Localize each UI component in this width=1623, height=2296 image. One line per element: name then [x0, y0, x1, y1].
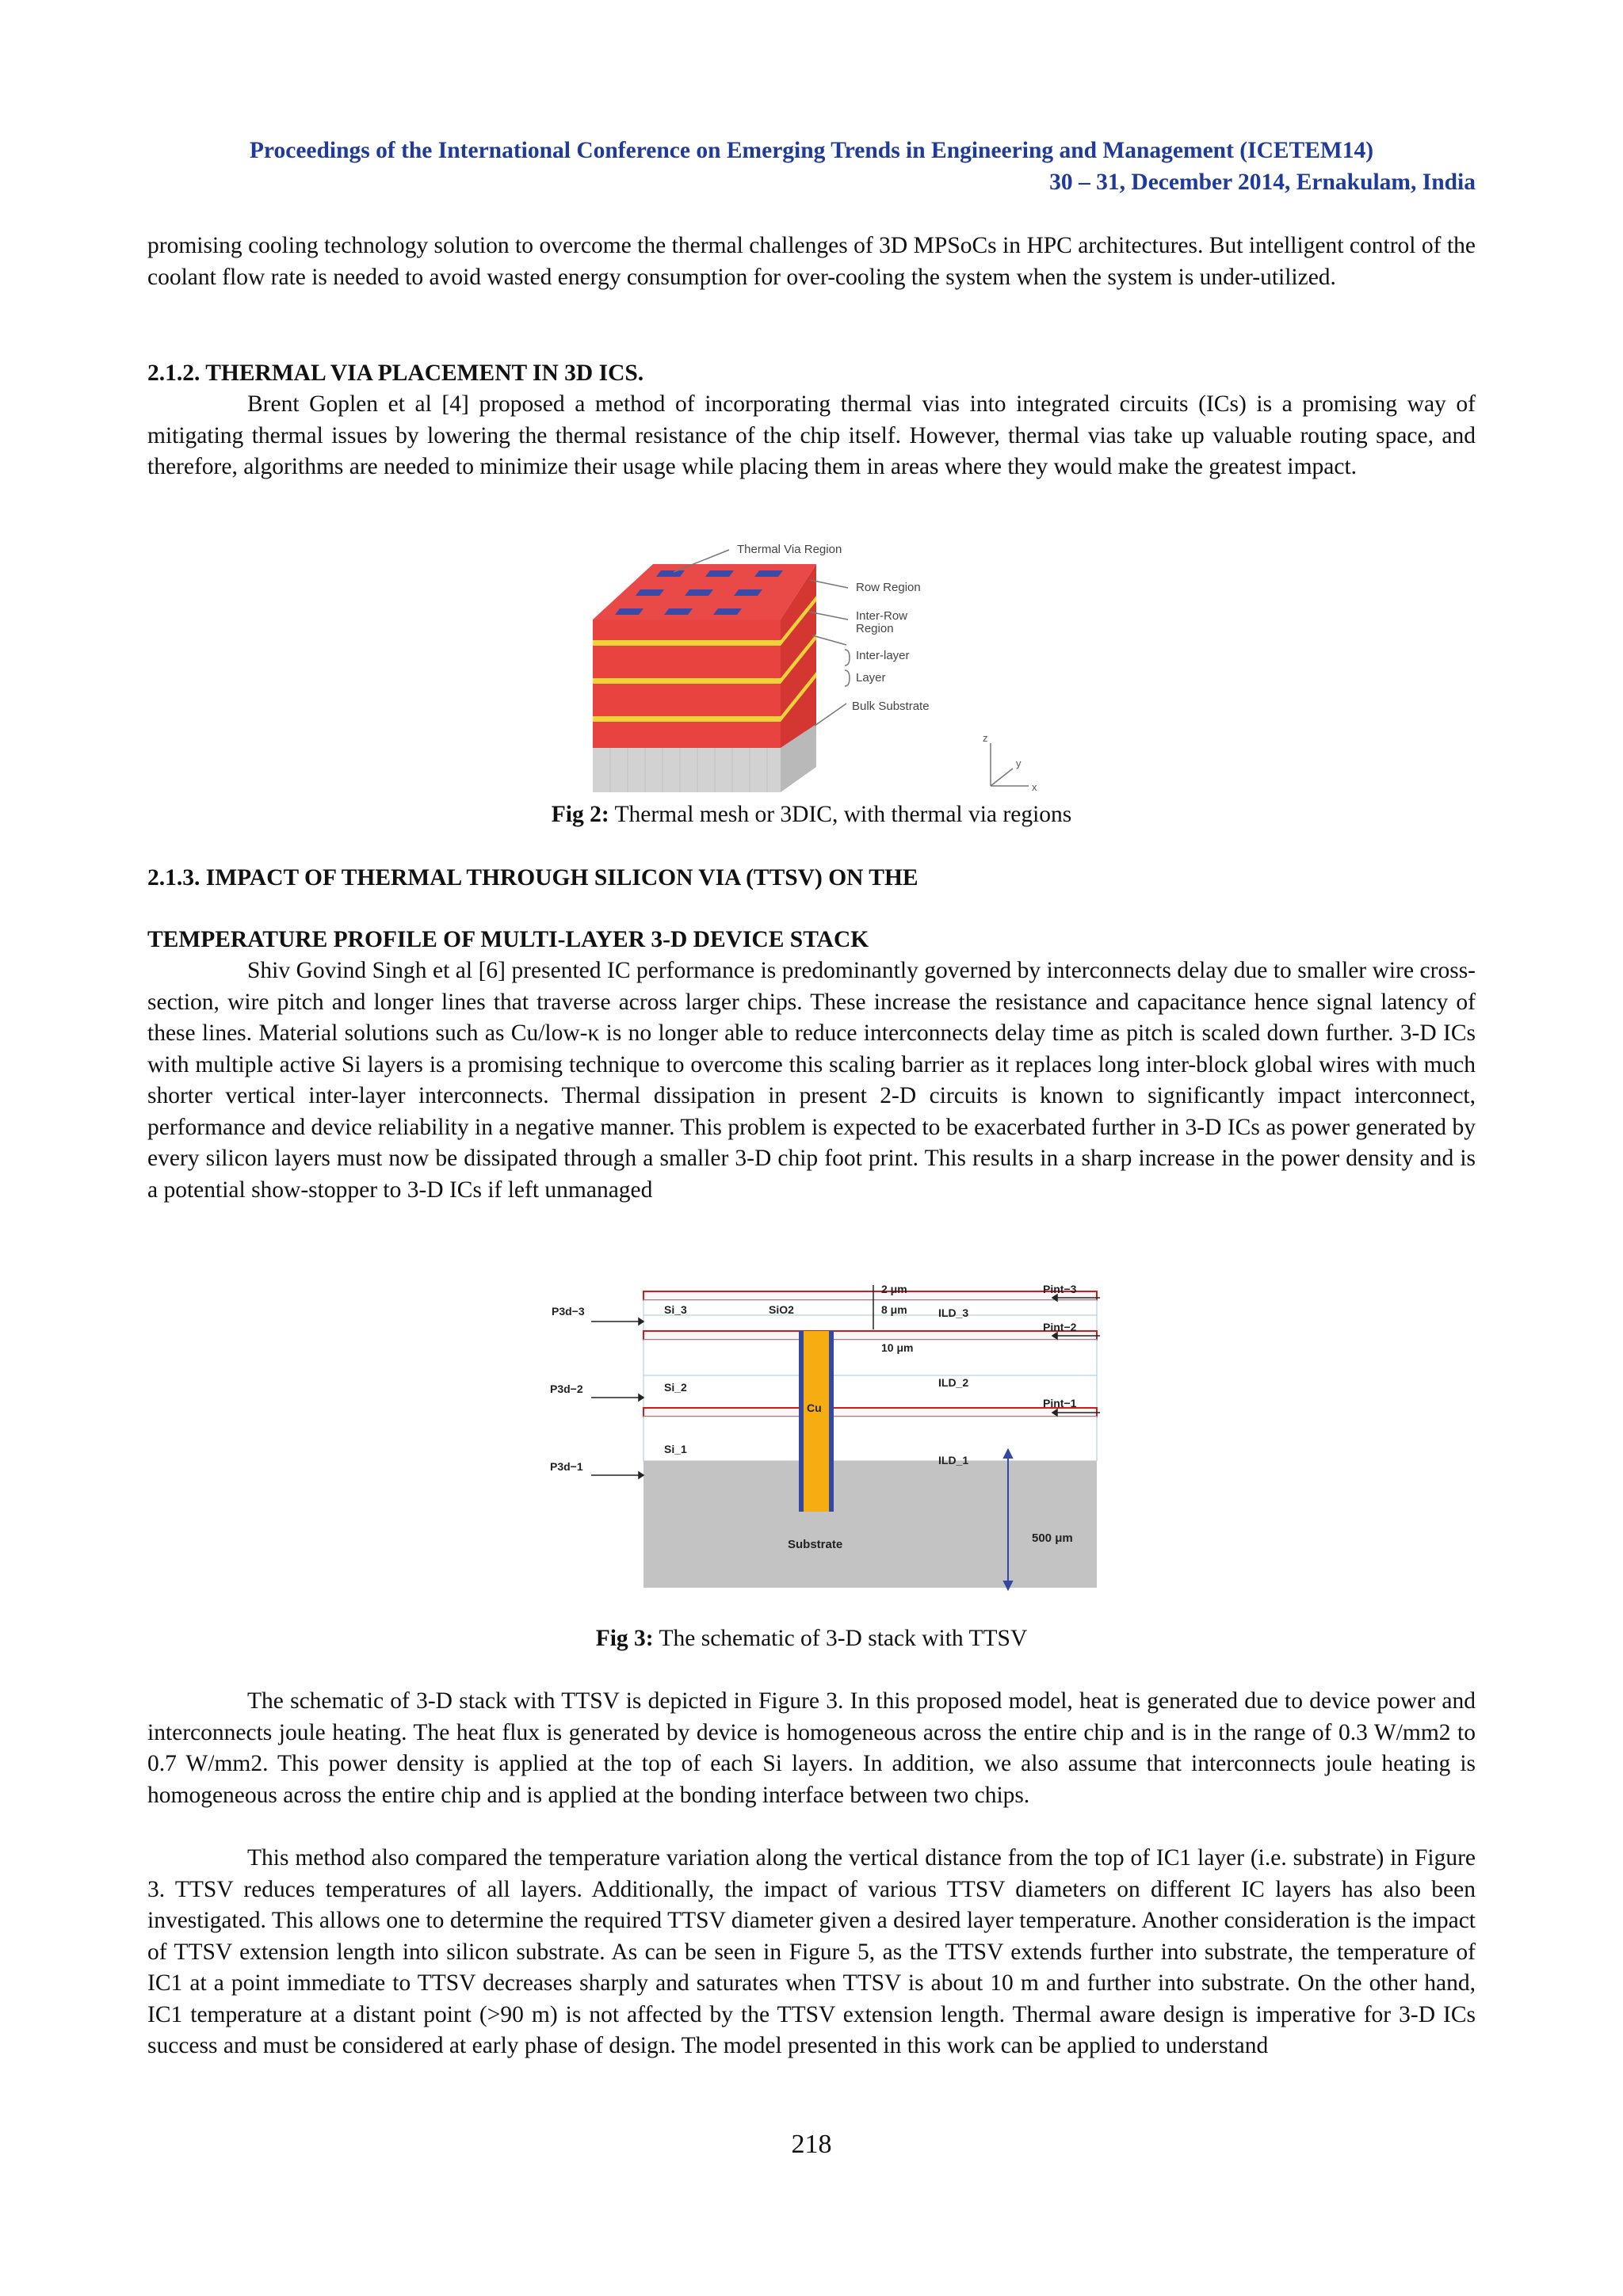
section-2-1-3-heading-line1: 2.1.3. IMPACT OF THERMAL THROUGH SILICON VIA (TTSV) ON THE [147, 865, 918, 891]
ttsv-copper [804, 1331, 829, 1512]
section-2-1-3-heading-line2: TEMPERATURE PROFILE OF MULTI-LAYER 3-D DEVICE STACK [147, 927, 869, 952]
label-ild2: ILD_2 [938, 1376, 969, 1389]
axis-y-label: y [1016, 757, 1022, 769]
label-si3: Si_3 [664, 1303, 687, 1316]
si1-layer [643, 1417, 1097, 1461]
label-pint2: Pint−2 [1043, 1321, 1077, 1333]
label-ild1: ILD_1 [938, 1454, 969, 1466]
substrate-block [643, 1461, 1097, 1588]
page-number: 218 [791, 2130, 832, 2159]
schematic-description-paragraph: The schematic of 3-D stack with TTSV is depicted in Figure 3. In this proposed model, heat is generated due to device power and interconnects joule heating. The heat flux is generated by device is homogeneous across the entire chip and is in the range of 0.3 W/mm2 to 0.7 W/mm2. This power density is applied at the top of each Si layers. In addition, we also assume that interconnects joule heating is homogeneous across the entire chip and is applied at the bonding interface between two chips. [147, 1688, 1476, 1808]
label-inter-row-2: Region [856, 622, 894, 635]
label-p3d1: P3d−1 [550, 1460, 583, 1473]
label-inter-layer: Inter-layer [856, 649, 910, 662]
header-dates: 30 – 31, December 2014, Ernakulam, India [1049, 170, 1476, 195]
label-10um: 10 μm [881, 1341, 914, 1354]
fig3-caption [0, 1623, 1623, 1654]
si2-layer [643, 1340, 1097, 1408]
label-p3d2: P3d−2 [550, 1383, 583, 1395]
label-substrate: Substrate [788, 1538, 843, 1551]
ild3-layer [643, 1291, 1097, 1300]
label-si2: Si_2 [664, 1381, 687, 1394]
label-pint3: Pint−3 [1043, 1283, 1077, 1295]
label-sio2: SiO2 [769, 1303, 794, 1316]
fig3-caption-label: Fig 3: [595, 1626, 654, 1651]
bulk-substrate-front [593, 748, 781, 792]
label-8um: 8 μm [881, 1303, 907, 1316]
fig3-caption-text: The schematic of 3-D stack with TTSV [653, 1626, 1028, 1651]
label-bulk-substrate: Bulk Substrate [852, 700, 930, 713]
label-pint1: Pint−1 [1043, 1397, 1077, 1409]
label-layer: Layer [856, 671, 886, 685]
label-cu: Cu [807, 1402, 822, 1414]
label-500um: 500 μm [1032, 1531, 1073, 1545]
method-comparison-paragraph: This method also compared the temperature variation along the vertical distance from the top of IC1 layer (i.e. substrate) in Figure 3. TTSV reduces temperatures of all layers. Additionally, the impact of various TTSV diameters on different IC layers has also been investigated. This allows one to determine the required TTSV diameter given a desired layer temperature. Another consideration is the impact of TTSV extension length into silicon substrate. As can be seen in Figure 5, as the TTSV extends further into substrate, the temperature of IC1 at a point immediate to TTSV decreases sharply and saturates when TTSV is about 10 m and further into substrate. On the other hand, IC1 temperature at a distant point (>90 m) is not affected by the TTSV extension length. Thermal aware design is imperative for 3-D ICs success and must be considered at early phase of design. The model presented in this work can be applied to understand [147, 1845, 1476, 2058]
label-inter-row-1: Inter-Row [856, 609, 908, 623]
axis-z-label: z [983, 732, 988, 744]
fig2-caption [0, 799, 1623, 830]
fig3-ttsv-stack-schematic [545, 1282, 1100, 1608]
intro-paragraph: promising cooling technology solution to overcome the thermal challenges of 3D MPSoCs in HPC architectures. But intelligent control of the coolant flow rate is needed to avoid wasted energy consumption for over-cooling the system when the system is under-utilized. [147, 233, 1476, 290]
header-conference-title: Proceedings of the International Conference on Emerging Trends in Engineering and Management (ICETEM14) [249, 138, 1374, 163]
label-row-region: Row Region [856, 581, 921, 594]
label-si1: Si_1 [664, 1443, 687, 1455]
label-ild3: ILD_3 [938, 1306, 969, 1319]
axis-x-label: x [1032, 781, 1037, 793]
label-p3d3: P3d−3 [552, 1305, 585, 1318]
section-2-1-2-paragraph: Brent Goplen et al [4] proposed a method of incorporating thermal vias into integrated circuits (ICs) is a promising way of mitigating thermal issues by lowering the thermal resistance of the chip itself. However, thermal vias take up valuable routing space, and therefore, algorithms are needed to minimize their usage while placing them in areas where they would make the greatest impact. [147, 391, 1476, 479]
fig2-caption-label: Fig 2: [551, 802, 609, 827]
fig2-caption-text: Thermal mesh or 3DIC, with thermal via regions [609, 802, 1072, 827]
label-thermal-via-region: Thermal Via Region [737, 543, 842, 556]
running-header [147, 135, 1476, 198]
label-2um: 2 μm [881, 1283, 907, 1295]
ild2-layer [643, 1331, 1097, 1340]
fig2-thermal-mesh-figure [579, 532, 1094, 795]
section-2-1-2-heading: 2.1.2. THERMAL VIA PLACEMENT IN 3D ICS. [147, 360, 644, 386]
ild1-layer [643, 1408, 1097, 1417]
section-2-1-3-paragraph: Shiv Govind Singh et al [6] presented IC performance is predominantly governed by interconnects delay due to smaller wire cross-section, wire pitch and longer lines that traverse across larger chips. These increase the resistance and capacitance hence signal latency of these lines. Material solutions such as Cu/low-κ is no longer able to reduce interconnects delay time as pitch is scaled down further. 3-D ICs with multiple active Si layers is a promising technique to overcome this scaling barrier as it replaces long inter-block global wires with much shorter vertical inter-layer interconnects. Thermal dissipation in present 2-D circuits is known to significantly impact interconnect, performance and device reliability in a negative manner. This problem is expected to be exacerbated further in 3-D ICs as power generated by every silicon layers must now be dissipated through a smaller 3-D chip foot print. This results in a sharp increase in the power density and is a potential show-stopper to 3-D ICs if left unmanaged [147, 958, 1476, 1203]
